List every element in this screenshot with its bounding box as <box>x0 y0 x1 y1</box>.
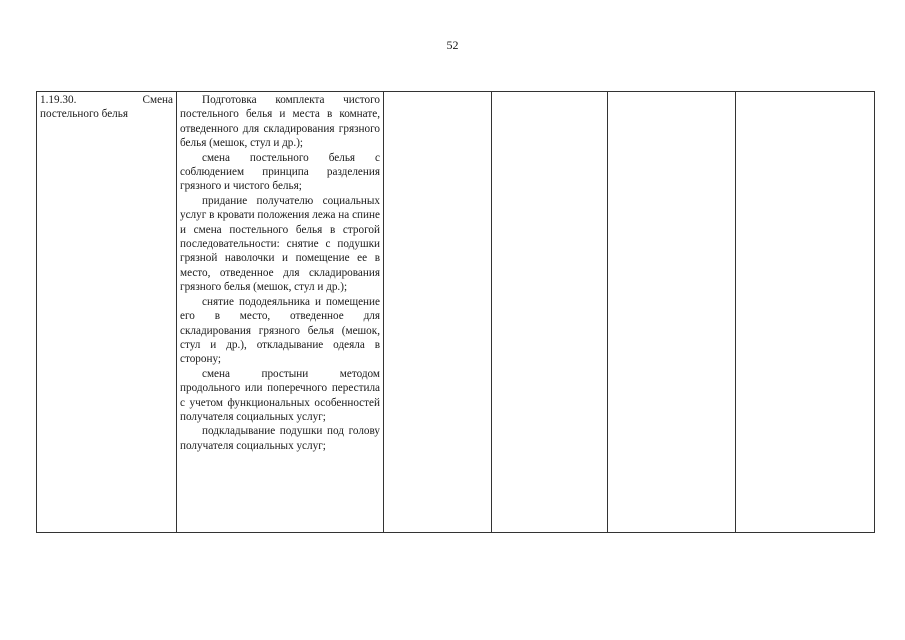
service-code: 1.19.30. <box>40 94 77 106</box>
service-title-rest: постельного белья <box>40 108 128 121</box>
service-description-cell <box>177 92 384 533</box>
description-paragraph: подкладывание подушки под голову получателя социальных услуг; <box>180 425 380 452</box>
service-title-first: Смена <box>142 94 173 106</box>
description-paragraph: Подготовка комплекта чистого постельного белья и места в комнате, отведенного для складирования грязного белья (мешок, стул и др.); <box>180 94 380 150</box>
description-paragraph: придание получателю социальных услуг в кровати положения лежа на спине и смена постельного белья в строгой последовательности: снятие с подушки грязной наволочки и помещение ее в место, отведенное для складирования грязного белья (мешок, стул и др.); <box>180 194 380 294</box>
services-table <box>36 91 875 533</box>
empty-cell <box>492 92 608 533</box>
description-paragraph: снятие пододеяльника и помещение его в место, отведенное для складирования грязного белья (мешок, стул и др.), откладывание одеяла в сторону; <box>180 295 380 366</box>
description-paragraph: смена постельного белья с соблюдением принципа разделения грязного и чистого белья; <box>180 151 380 193</box>
description-paragraph: смена простыни методом продольного или поперечного перестила с учетом функциональных особенностей получателя социальных услуг; <box>180 367 380 423</box>
service-code-line <box>40 93 173 107</box>
service-name-cell <box>37 92 177 533</box>
table-row <box>37 92 875 533</box>
page-number: 52 <box>446 38 459 52</box>
empty-cell <box>384 92 492 533</box>
empty-cell <box>608 92 736 533</box>
empty-cell <box>736 92 875 533</box>
